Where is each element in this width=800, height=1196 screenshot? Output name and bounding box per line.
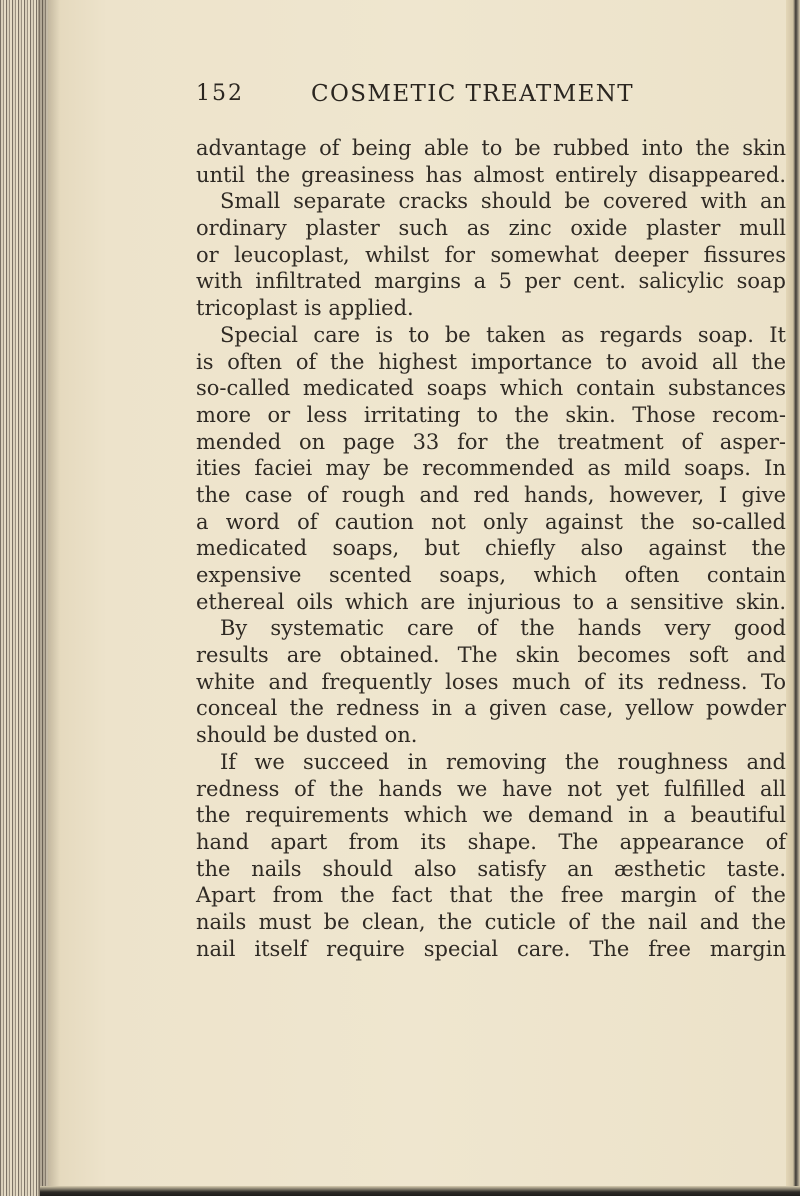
text-line: advantage of being able to be rubbed into the skin xyxy=(196,136,786,160)
text-line: should be dusted on. xyxy=(196,723,418,748)
text-line: ordinary plaster such as zinc oxide plaster mull xyxy=(196,216,786,241)
text-line: mended on page 33 for the treatment of asper- xyxy=(196,429,786,454)
text-line: tricoplast is applied. xyxy=(196,296,414,321)
running-title: COSMETIC TREATMENT xyxy=(311,81,635,107)
text-line: more or less irritating to the skin. Those recom- xyxy=(196,402,786,427)
text-line: is often of the highest importance to avoid all the xyxy=(196,349,786,374)
text-line: nail itself require special care. The free margin xyxy=(196,936,786,961)
gutter-shadow xyxy=(38,0,60,1196)
text-line: Small separate cracks should be covered with an xyxy=(220,189,786,214)
page-right-edge xyxy=(786,0,800,1196)
text-line: By systematic care of the hands very good xyxy=(220,616,786,641)
page-number: 152 xyxy=(196,81,244,106)
running-header xyxy=(196,81,635,115)
text-line: results are obtained. The skin becomes soft and xyxy=(196,643,786,668)
text-line: If we succeed in removing the roughness and xyxy=(220,749,786,774)
text-line: so-called medicated soaps which contain substances xyxy=(196,376,786,401)
text-line: Apart from the fact that the free margin of the xyxy=(196,883,786,908)
page-bottom-edge xyxy=(40,1186,800,1196)
text-line: nails must be clean, the cuticle of the nail and the xyxy=(196,909,786,934)
page-body-text xyxy=(196,135,786,962)
text-line: the case of rough and red hands, however, I give xyxy=(196,482,786,507)
text-line: ethereal oils which are injurious to a sensitive skin. xyxy=(196,589,786,614)
text-line: until the greasiness has almost entirely disappeared. xyxy=(196,162,786,187)
text-line: a word of caution not only against the so-called xyxy=(196,509,786,534)
text-line: Special care is to be taken as regards soap. It xyxy=(220,322,786,347)
text-line: conceal the redness in a given case, yellow powder xyxy=(196,696,786,721)
text-line: the nails should also satisfy an æsthetic taste. xyxy=(196,856,786,881)
text-line: medicated soaps, but chiefly also against the xyxy=(196,536,786,561)
text-line: redness of the hands we have not yet fulfilled all xyxy=(196,776,786,801)
text-line: expensive scented soaps, which often contain xyxy=(196,563,786,587)
text-line: with infiltrated margins a 5 per cent. salicylic soap xyxy=(196,269,786,294)
text-line: hand apart from its shape. The appearance of xyxy=(196,829,786,854)
text-line: or leucoplast, whilst for somewhat deeper fissures xyxy=(196,242,786,267)
text-line: the requirements which we demand in a beautiful xyxy=(196,803,786,828)
text-line: ities faciei may be recommended as mild soaps. In xyxy=(196,456,786,481)
text-line: white and frequently loses much of its redness. To xyxy=(196,669,786,694)
